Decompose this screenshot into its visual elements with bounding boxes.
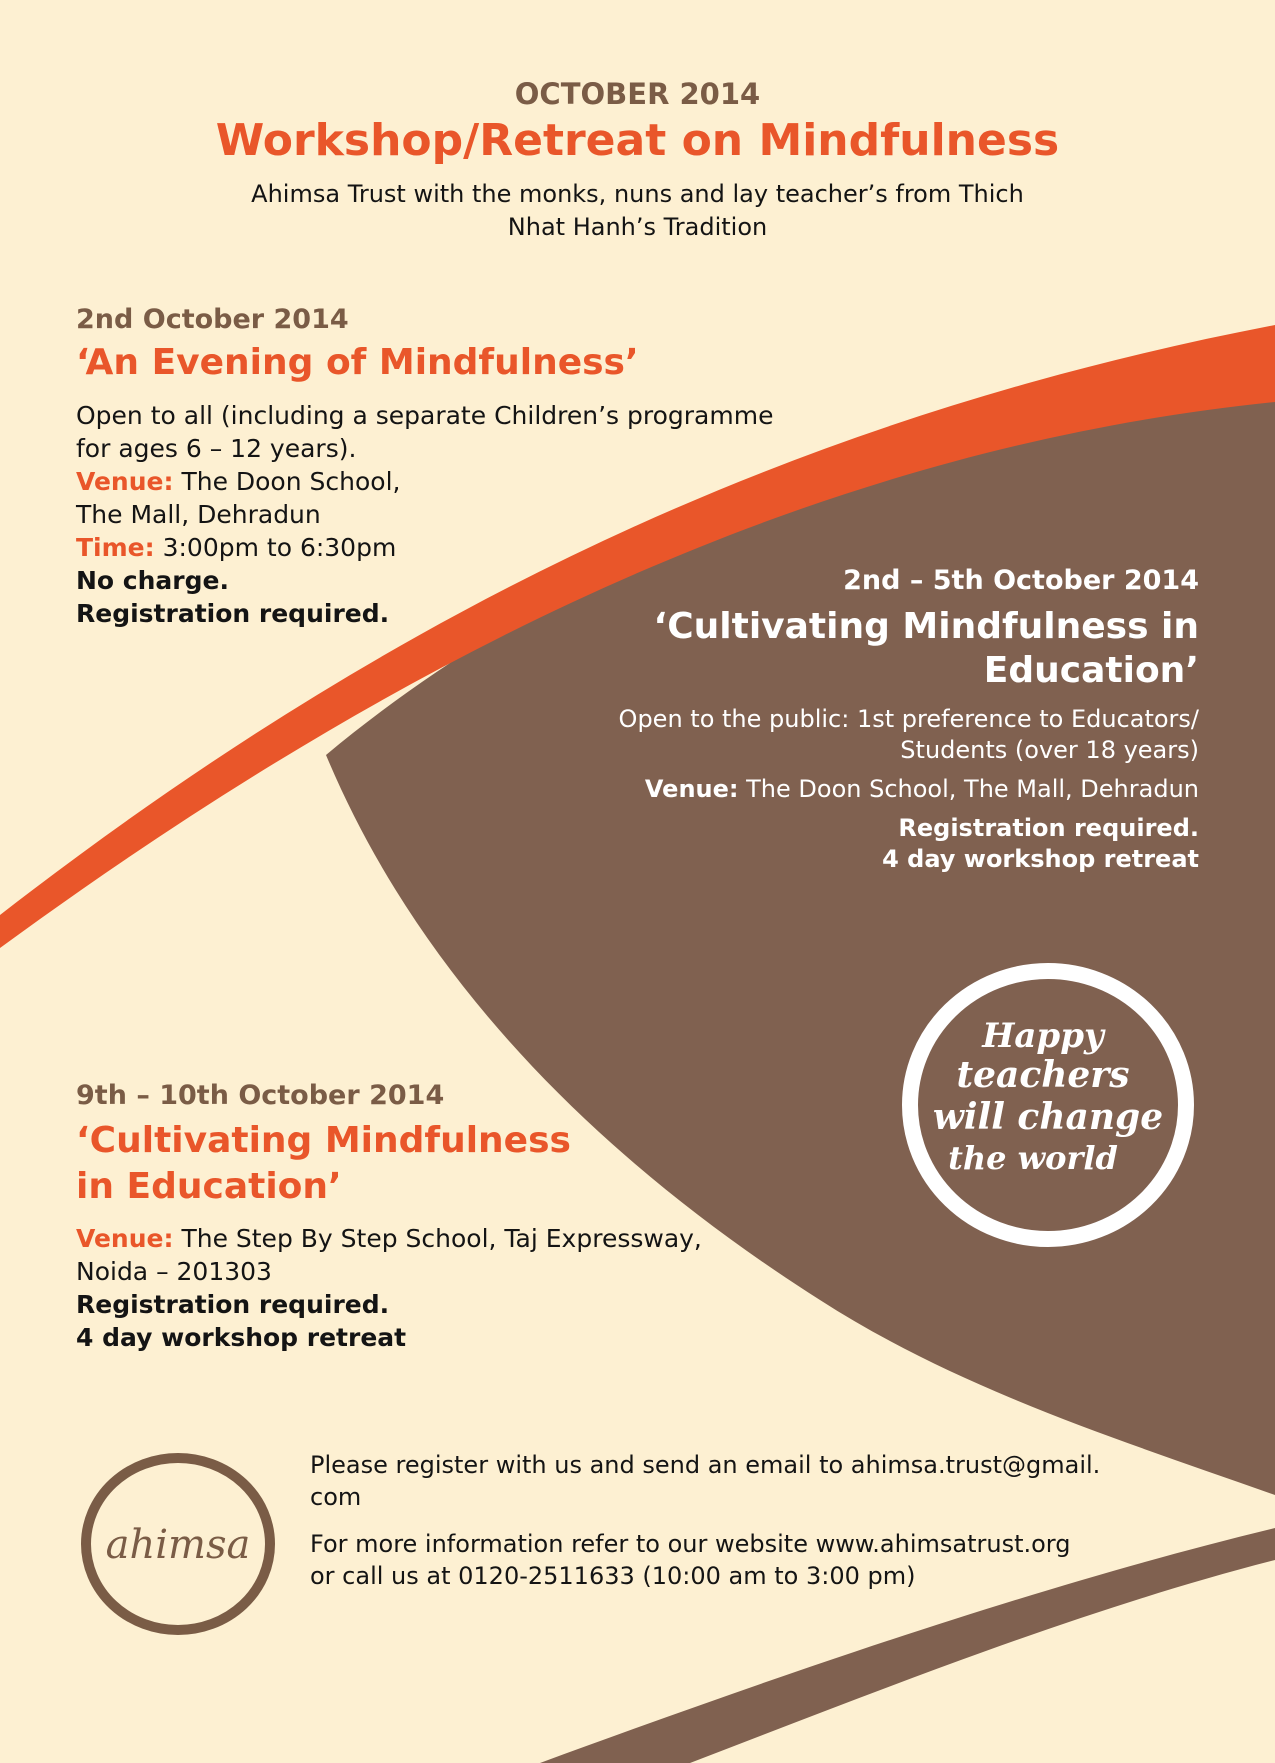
event2-desc-line2: Students (over 18 years) xyxy=(900,736,1199,764)
event3-duration: 4 day workshop retreat xyxy=(76,1323,407,1352)
event1-desc-line2: for ages 6 – 12 years). xyxy=(76,434,357,463)
footer-info-line2: or call us at 0120-2511633 (10:00 am to 3:00 pm) xyxy=(310,1562,916,1590)
header-month: OCTOBER 2014 xyxy=(514,77,761,111)
event3-venue-line2: Noida – 201303 xyxy=(76,1257,272,1286)
event2-venue-value: The Doon School, The Mall, Dehradun xyxy=(738,775,1199,803)
event3-title xyxy=(76,1118,571,1210)
event1-date: 2nd October 2014 xyxy=(76,304,349,335)
event2-title-line1: ‘Cultivating Mindfulness in xyxy=(653,606,1199,647)
stamp-line2: teachers xyxy=(956,1054,1130,1096)
footer-info-line1: For more information refer to our website www.ahimsatrust.org xyxy=(310,1530,1071,1558)
event1-details xyxy=(76,399,776,630)
event1-venue-line1: The Doon School, xyxy=(173,467,401,496)
page-title: Workshop/Retreat on Mindfulness xyxy=(215,115,1060,166)
header-subtitle xyxy=(0,178,1275,244)
footer-register-line2: com xyxy=(310,1483,362,1511)
event1-time xyxy=(76,531,776,564)
event2-desc xyxy=(619,704,1199,766)
event2-venue xyxy=(645,773,1199,805)
event1-venue-line2: The Mall, Dehradun xyxy=(76,500,321,529)
header-subtitle-line2: Nhat Hanh’s Tradition xyxy=(507,213,768,241)
footer-register-line1: Please register with us and send an email to ahimsa.trust@gmail. xyxy=(310,1451,1101,1479)
logo-text: ahimsa xyxy=(105,1522,251,1568)
event3-date: 9th – 10th October 2014 xyxy=(76,1080,445,1111)
stamp-line3: will change xyxy=(932,1096,1164,1138)
event1-registration: Registration required. xyxy=(76,599,390,628)
event2-desc-line1: Open to the public: 1st preference to Educators/ xyxy=(618,705,1199,733)
event2-registration: Registration required. xyxy=(898,814,1199,842)
event1-charge: No charge. xyxy=(76,566,229,595)
event2-venue-label: Venue: xyxy=(644,775,739,803)
event3-title-line1: ‘Cultivating Mindfulness xyxy=(76,1120,571,1161)
stamp-line4: the world xyxy=(948,1139,1118,1177)
event3-details xyxy=(76,1222,776,1354)
event2-title xyxy=(654,605,1199,693)
event1-venue-label: Venue: xyxy=(76,467,174,496)
ahimsa-logo xyxy=(72,1446,284,1642)
footer-info xyxy=(310,1528,1071,1592)
event1-desc-line1: Open to all (including a separate Children’s programme xyxy=(76,401,774,430)
event2-duration: 4 day workshop retreat xyxy=(882,845,1199,873)
event3-venue xyxy=(76,1222,776,1255)
footer-register xyxy=(310,1449,1100,1513)
event2-title-line2: Education’ xyxy=(983,650,1199,691)
event1-time-label: Time: xyxy=(76,533,155,562)
header-subtitle-line1: Ahimsa Trust with the monks, nuns and lay teacher’s from Thich xyxy=(251,180,1024,208)
event1-time-value: 3:00pm to 6:30pm xyxy=(154,533,397,562)
stamp-line1: Happy xyxy=(982,1016,1104,1056)
event1-venue xyxy=(76,465,776,498)
event2-date: 2nd – 5th October 2014 xyxy=(843,565,1199,596)
event1-title: ‘An Evening of Mindfulness’ xyxy=(76,342,639,383)
event3-venue-label: Venue: xyxy=(76,1224,174,1253)
event3-registration: Registration required. xyxy=(76,1290,390,1319)
event3-venue-line1: The Step By Step School, Taj Expressway, xyxy=(173,1224,702,1253)
event2-notes xyxy=(882,813,1199,875)
happy-teachers-stamp xyxy=(893,957,1203,1253)
event3-title-line2: in Education’ xyxy=(76,1166,342,1207)
